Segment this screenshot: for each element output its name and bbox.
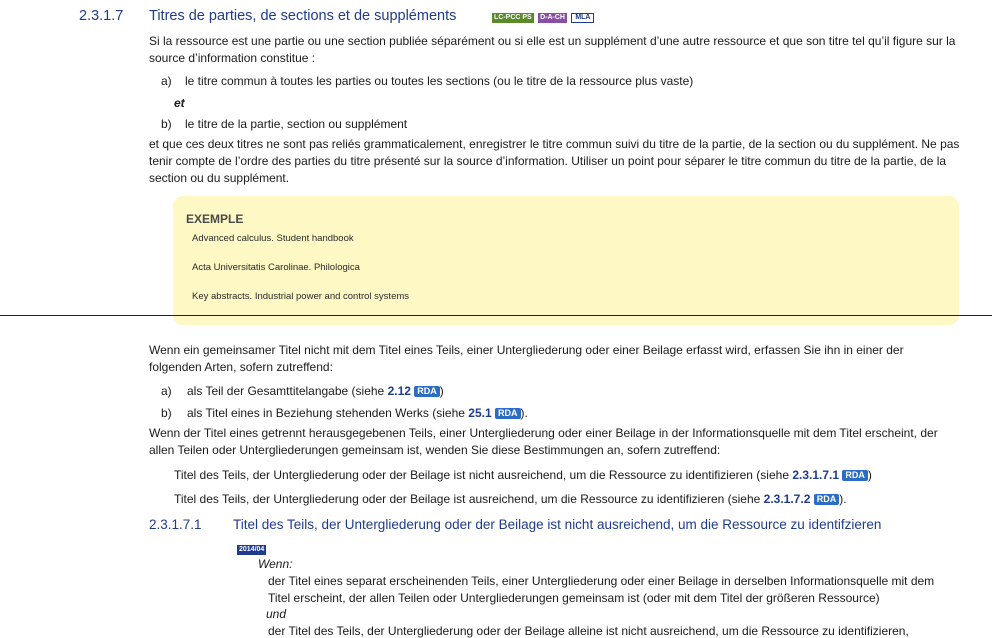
- german-case2: [174, 492, 847, 506]
- example-title: EXEMPLE: [186, 212, 244, 226]
- badge-lc-pcc-ps[interactable]: LC-PCC PS: [494, 14, 532, 21]
- list-content: [187, 406, 528, 420]
- french-intro: Si la ressource est une partie ou une section publiée séparément ou si elle est un supplément d’une autre ressource et que son titre tel qu’il figure sur la source d’information constitue :: [149, 34, 956, 65]
- und-label: und: [266, 607, 287, 621]
- german-intro: Wenn ein gemeinsamer Titel nicht mit dem Titel eines Teils, einer Untergliederung oder einer Beilage erfasst wird, erfassen Sie ihn in einer der folgenden Arten, sofern zutreffend:: [149, 343, 904, 374]
- ref-link-2-3-1-7-2[interactable]: 2.3.1.7.2: [763, 492, 811, 506]
- list-text: als Titel eines in Beziehung stehenden Werks (siehe: [187, 406, 465, 420]
- example-box: [173, 196, 959, 325]
- date-badge-label[interactable]: 2014/04: [239, 546, 265, 553]
- punct: ).: [520, 406, 528, 420]
- german-case1: [174, 468, 872, 482]
- french-conclusion: et que ces deux titres ne sont pas reliés grammaticalement, enregistrer le titre commun suivi du titre de la partie, de la section ou du supplément. Ne pas tenir compte de l’ordre des parties du titre présenté sur la source d’information. Utiliser un point pour séparer le titre commun du titre de la partie, de la section ou du supplément.: [149, 137, 960, 185]
- list-marker: b): [161, 117, 172, 131]
- french-conjunction: et: [174, 96, 185, 110]
- example-line: Advanced calculus. Student handbook: [192, 233, 354, 244]
- rda-badge[interactable]: RDA: [495, 408, 521, 419]
- list-marker: a): [161, 74, 172, 88]
- german-item-a: [161, 384, 444, 398]
- case-text: Titel des Teils, der Untergliederung oder der Beilage ist nicht ausreichend, um die Ressource zu identifizieren (siehe: [174, 468, 789, 482]
- list-marker: b): [161, 406, 172, 420]
- ref-link-2-12[interactable]: 2.12: [387, 384, 411, 398]
- punct: ): [867, 468, 872, 482]
- case-text: Titel des Teils, der Untergliederung oder der Beilage ist ausreichend, um die Ressource zu identifizieren (siehe: [174, 492, 761, 506]
- german-item-b: [161, 406, 528, 420]
- wenn-label: Wenn:: [258, 557, 293, 571]
- subsection-title: Titel des Teils, der Untergliederung oder der Beilage ist nicht ausreichend, um die Ressource zu identifzieren: [233, 517, 882, 532]
- list-text: als Teil der Gesamttitelangabe (siehe: [187, 384, 385, 398]
- condition-1: der Titel eines separat erscheinenden Teils, einer Untergliederung oder einer Beilage in derselben Informationsquelle mit dem Titel erscheint, der allen Teilen oder Untergliederungen gemeinsam ist (oder mit dem Titel der größeren Ressource): [268, 574, 935, 605]
- list-marker: a): [161, 384, 172, 398]
- rda-badge[interactable]: RDA: [414, 386, 440, 397]
- ref-link-2-3-1-7-1[interactable]: 2.3.1.7.1: [792, 468, 840, 482]
- list-text: le titre de la partie, section ou supplément: [185, 117, 408, 131]
- example-line: Key abstracts. Industrial power and control systems: [192, 291, 410, 302]
- french-item-b: [161, 117, 408, 131]
- condition-2: der Titel des Teils, der Untergliederung oder der Beilage alleine ist nicht ausreichend, um die Ressource zu identifizieren,: [268, 624, 909, 638]
- german-para2: Wenn der Titel eines getrennt herausgegebenen Teils, einer Untergliederung oder einer Beilage in der Informationsquelle mit dem Titel erscheint, der allen Teilen oder Untergliederungen gemeinsam ist, wenden Sie diese Bestimmungen an, sofern zutreffend:: [149, 426, 938, 457]
- date-badge: [237, 540, 266, 555]
- rda-badge[interactable]: RDA: [842, 470, 868, 481]
- badge-mla[interactable]: MLA: [571, 13, 594, 23]
- list-content: [187, 384, 444, 398]
- badge-group: [491, 10, 594, 24]
- section-title: Titres de parties, de sections et de suppléments: [149, 8, 457, 24]
- list-text: le titre commun à toutes les parties ou toutes les sections (ou le titre de la ressource plus vaste): [185, 74, 694, 88]
- page-divider: [0, 315, 992, 316]
- punct: ).: [839, 492, 847, 506]
- badge-d-a-ch[interactable]: D-A-CH: [540, 14, 565, 21]
- example-line: Acta Universitatis Carolinae. Philologica: [192, 262, 360, 273]
- section-number: 2.3.1.7: [79, 8, 124, 24]
- subsection-heading: [149, 517, 989, 532]
- french-item-a: [161, 74, 694, 88]
- ref-link-25-1[interactable]: 25.1: [468, 406, 492, 420]
- subsection-number: 2.3.1.7.1: [149, 517, 202, 532]
- punct: ): [439, 384, 444, 398]
- rda-badge[interactable]: RDA: [814, 494, 840, 505]
